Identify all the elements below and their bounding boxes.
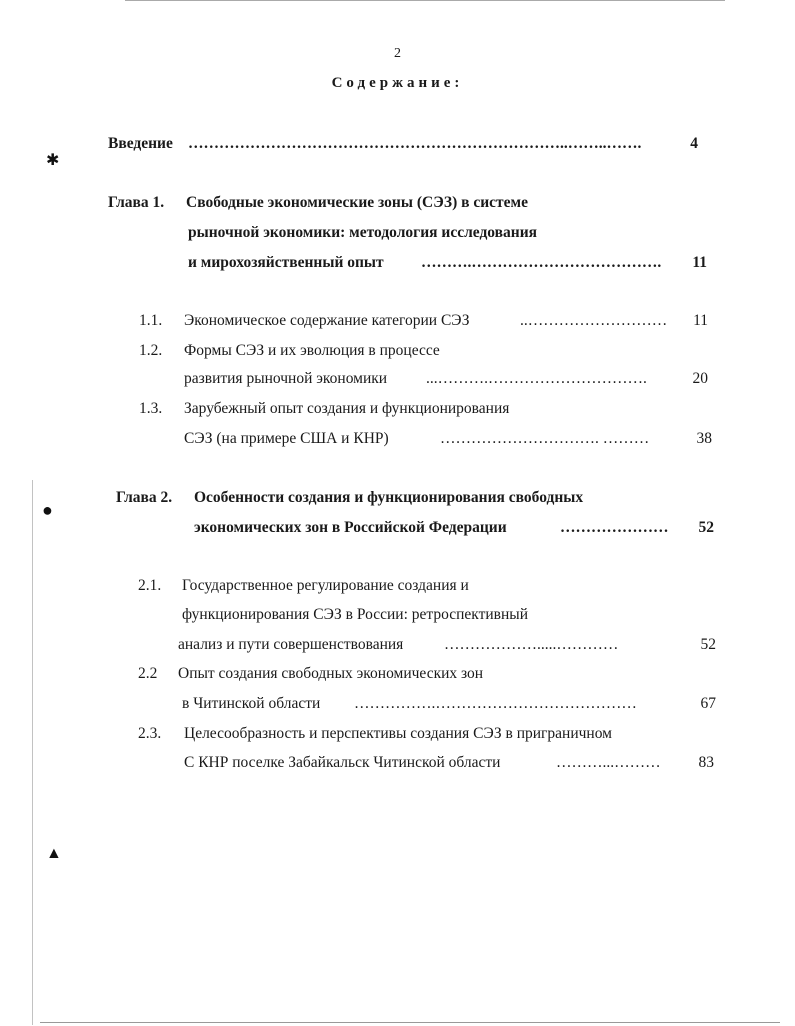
section-2-1-page: 52 — [700, 636, 716, 653]
chapter1-title-line1: Свободные экономические зоны (СЭЗ) в системе — [186, 194, 528, 211]
section-2-3-dots: ………...……… — [556, 754, 661, 771]
chapter2-page: 52 — [698, 519, 714, 536]
toc-intro-page: 4 — [690, 135, 698, 152]
scan-edge-top — [125, 0, 725, 1]
section-1-1-number: 1.1. — [139, 312, 163, 329]
scan-edge-bottom — [40, 1022, 780, 1023]
section-1-3-title-line1: Зарубежный опыт создания и функционирования — [184, 400, 510, 417]
section-1-1-page: 11 — [693, 312, 708, 329]
section-2-3-title-line2: С КНР поселке Забайкальск Читинской области — [184, 754, 501, 771]
section-2-2-dots: …………….………………………………… — [354, 695, 637, 712]
section-1-2-number: 1.2. — [139, 342, 163, 359]
blot-mark-icon: ● — [42, 500, 53, 520]
page-number: 2 — [394, 46, 401, 61]
section-1-3-dots: …………………………. ……… — [440, 430, 650, 447]
section-2-2-title-line2: в Читинской области — [182, 695, 321, 712]
toc-intro-dots: ………………………………………………………………..……..……. — [188, 135, 642, 152]
section-2-2-number: 2.2 — [138, 665, 158, 682]
section-2-1-title-line1: Государственное регулирование создания и — [182, 577, 469, 594]
star-mark-icon: ✱ — [46, 152, 60, 169]
section-2-1-title-line3: анализ и пути совершенствования — [178, 636, 404, 653]
chapter1-prefix: Глава 1. — [108, 194, 165, 211]
section-1-3-number: 1.3. — [139, 400, 163, 417]
page-title: Содержание: — [331, 75, 464, 91]
section-1-1-dots: ..……………………… — [520, 312, 668, 329]
section-2-3-title-line1: Целесообразность и перспективы создания СЭЗ в приграничном — [184, 725, 612, 742]
chapter1-page: 11 — [692, 254, 707, 271]
section-1-1-title: Экономическое содержание категории СЭЗ — [184, 312, 470, 329]
chapter1-dots: ……….………………………………. — [421, 254, 662, 271]
section-2-2-title-line1: Опыт создания свободных экономических зон — [178, 665, 484, 682]
chapter1-title-line3: и мирохозяйственный опыт — [188, 254, 384, 271]
section-2-3-page: 83 — [698, 754, 714, 771]
section-1-2-title-line1: Формы СЭЗ и их эволюция в процессе — [184, 342, 440, 359]
section-2-1-dots: ……………….....………… — [444, 636, 619, 653]
chapter1-title-line2: рыночной экономики: методология исследования — [188, 224, 538, 241]
chapter2-title-line2: экономических зон в Российской Федерации — [194, 519, 507, 536]
section-1-2-title-line2: развития рыночной экономики — [184, 370, 388, 387]
toc-intro-label: Введение — [108, 135, 173, 152]
section-1-3-page: 38 — [696, 430, 712, 447]
chapter2-dots: ………………… — [560, 519, 669, 536]
section-2-3-number: 2.3. — [138, 725, 162, 742]
chapter2-title-line1: Особенности создания и функционирования свободных — [194, 489, 584, 506]
chapter2-prefix: Глава 2. — [116, 489, 173, 506]
arrow-mark-icon: ▲ — [46, 845, 62, 862]
section-1-2-page: 20 — [692, 370, 708, 387]
section-2-1-number: 2.1. — [138, 577, 162, 594]
section-2-1-title-line2: функционирования СЭЗ в России: ретроспективный — [182, 606, 528, 623]
section-1-2-dots: ...……….…………………………. — [426, 370, 647, 387]
scan-edge-left — [32, 480, 33, 1025]
section-2-2-page: 67 — [700, 695, 716, 712]
section-1-3-title-line2: СЭЗ (на примере США и КНР) — [184, 430, 389, 447]
